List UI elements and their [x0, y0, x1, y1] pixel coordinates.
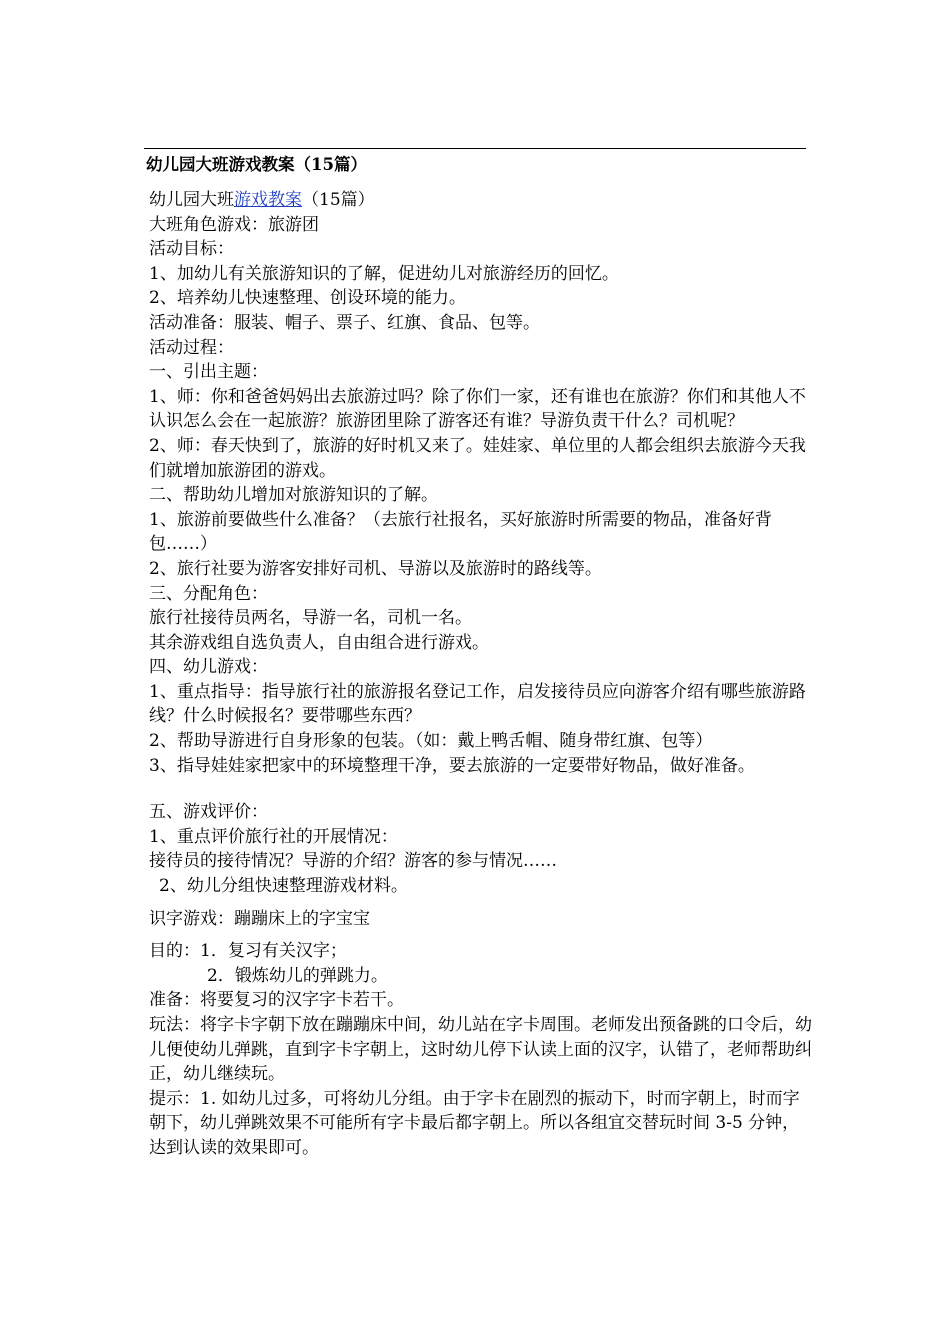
paragraph: 2、帮助导游进行自身形象的包装。（如：戴上鸭舌帽、随身带红旗、包等）: [149, 731, 713, 752]
paragraph: 二、帮助幼儿增加对旅游知识的了解。: [149, 485, 438, 506]
paragraph: 其余游戏组自选负责人，自由组合进行游戏。: [149, 632, 489, 653]
paragraph: 五、游戏评价：: [149, 802, 268, 823]
paragraph: 1、加幼儿有关旅游知识的了解，促进幼儿对旅游经历的回忆。: [149, 263, 619, 284]
paragraph: 活动过程：: [149, 337, 234, 358]
paragraph: 1、重点指导：指导旅行社的旅游报名登记工作，启发接待员应向游客介绍有哪些旅游路线？什么时候报名？要带哪些东西？: [149, 681, 806, 727]
paragraph: 1、师：你和爸爸妈妈出去旅游过吗？除了你们一家，还有谁也在旅游？你们和其他人不认识怎么会在一起旅游？旅游团里除了游客还有谁？导游负责干什么？司机呢？: [149, 386, 806, 432]
paragraph: 2、师：春天快到了，旅游的好时机又来了。娃娃家、单位里的人都会组织去旅游今天我们就增加旅游团的游戏。: [149, 435, 806, 481]
paragraph: 1、旅游前要做些什么准备？（去旅行社报名，买好旅游时所需要的物品，准备好背包……）: [149, 509, 772, 555]
paragraph: 提示：1. 如幼儿过多，可将幼儿分组。由于字卡在剧烈的振动下，时而字朝上，时而字朝下，幼儿弹跳效果不可能所有字卡最后都字朝上。所以各组宜交替玩时间 3-5 分钟，达到认读的效果即可。: [149, 1088, 800, 1158]
paragraph: 2．锻炼幼儿的弹跳力。: [207, 965, 388, 986]
paragraph: 四、幼儿游戏：: [149, 657, 268, 678]
header-rule: [144, 148, 806, 149]
section-heading: 大班角色游戏：旅游团: [149, 214, 319, 235]
lesson-plan-link[interactable]: 游戏教案: [234, 190, 302, 210]
paragraph: 活动目标：: [149, 239, 234, 260]
spacer: [149, 899, 814, 907]
paragraph: 一、引出主题：: [149, 362, 268, 383]
paragraph: 玩法：将字卡字朝下放在蹦蹦床中间，幼儿站在字卡周围。老师发出预备跳的口令后，幼儿便使幼儿弹跳，直到字卡字朝上，这时幼儿停下认读上面的汉字，认错了，老师帮助纠正，幼儿继续玩。: [149, 1015, 812, 1085]
intro-suffix: （15篇）: [302, 190, 375, 210]
paragraph: 2、幼儿分组快速整理游戏材料。: [159, 876, 408, 897]
paragraph: 准备：将要复习的汉字字卡若干。: [149, 990, 404, 1011]
document-title: 幼儿园大班游戏教案（15篇）: [146, 155, 367, 174]
intro-line: [149, 188, 814, 213]
paragraph: 三、分配角色：: [149, 583, 268, 604]
document-body: [149, 188, 814, 1161]
intro-prefix: 幼儿园大班: [149, 190, 234, 210]
paragraph: 3、指导娃娃家把家中的环境整理干净，要去旅游的一定要带好物品，做好准备。: [149, 755, 755, 776]
paragraph: 旅行社接待员两名，导游一名，司机一名。: [149, 608, 472, 629]
paragraph: 1、重点评价旅行社的开展情况：: [149, 826, 398, 847]
paragraph: 2、培养幼儿快速整理、创设环境的能力。: [149, 288, 466, 309]
paragraph: 活动准备：服装、帽子、票子、红旗、食品、包等。: [149, 312, 540, 333]
paragraph: 目的：1．复习有关汉字；: [149, 941, 347, 962]
section-heading: 识字游戏：蹦蹦床上的字宝宝: [149, 908, 370, 929]
spacer: [149, 931, 814, 939]
spacer: [149, 778, 814, 800]
paragraph: 接待员的接待情况？导游的介绍？游客的参与情况……: [149, 851, 557, 872]
paragraph: 2、旅行社要为游客安排好司机、导游以及旅游时的路线等。: [149, 558, 602, 579]
